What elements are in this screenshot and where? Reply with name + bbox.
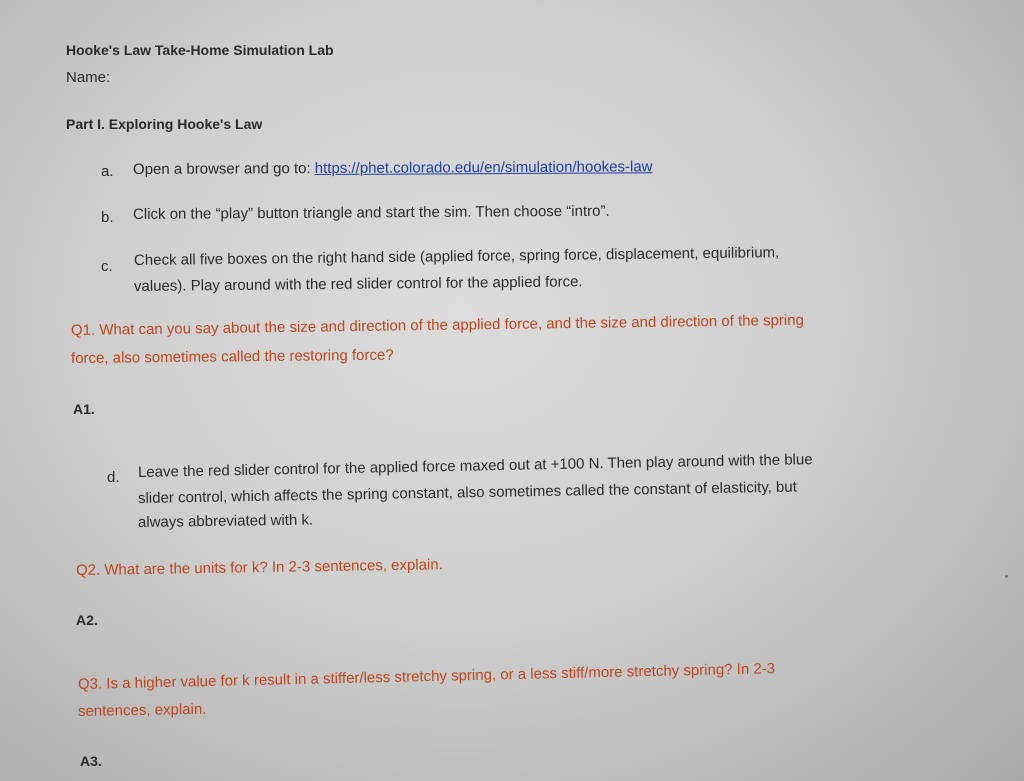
question-1-line-1: Q1. What can you say about the size and direction of the applied force, and the size and direction of the spring	[70, 311, 804, 339]
step-a-text	[133, 157, 653, 180]
answer-1-label: A1.	[73, 401, 95, 417]
step-b-marker: b.	[101, 209, 114, 226]
step-c-marker: c.	[101, 258, 113, 275]
step-c-line-2: values). Play around with the red slider control for the applied force.	[133, 273, 583, 295]
question-3-line-2: sentences, explain.	[77, 700, 207, 720]
step-a-prefix: Open a browser and go to:	[132, 160, 315, 178]
step-d-line-3: always abbreviated with k.	[137, 511, 314, 531]
answer-2-label: A2.	[76, 612, 98, 628]
question-1-line-2: force, also sometimes called the restoring force?	[70, 346, 394, 367]
question-3-line-1: Q3. Is a higher value for k result in a stiffer/less stretchy spring, or a less stiff/more stretchy spring? In 2-3	[77, 660, 776, 693]
phet-simulation-link[interactable]: https://phet.colorado.edu/en/simulation/hookes-law	[314, 158, 653, 178]
step-c-line-1: Check all five boxes on the right hand side (applied force, spring force, displacement, equilibrium,	[133, 244, 780, 269]
step-b-text: Click on the “play” button triangle and start the sim. Then choose “intro”.	[132, 202, 610, 223]
name-label: Name:	[66, 69, 111, 86]
question-2-line-1: Q2. What are the units for k? In 2-3 sentences, explain.	[75, 556, 443, 579]
answer-3-label: A3.	[80, 753, 102, 769]
step-d-marker: d.	[107, 469, 120, 486]
step-d-line-1: Leave the red slider control for the applied force maxed out at +100 N. Then play around with the blue	[137, 451, 813, 481]
part-heading: Part I. Exploring Hooke's Law	[66, 116, 263, 132]
document-title: Hooke's Law Take-Home Simulation Lab	[66, 42, 334, 58]
paper-speck	[1005, 575, 1008, 578]
step-a-marker: a.	[101, 163, 114, 180]
step-d-line-2: slider control, which affects the spring constant, also sometimes called the constant of elasticity, but	[137, 478, 797, 507]
